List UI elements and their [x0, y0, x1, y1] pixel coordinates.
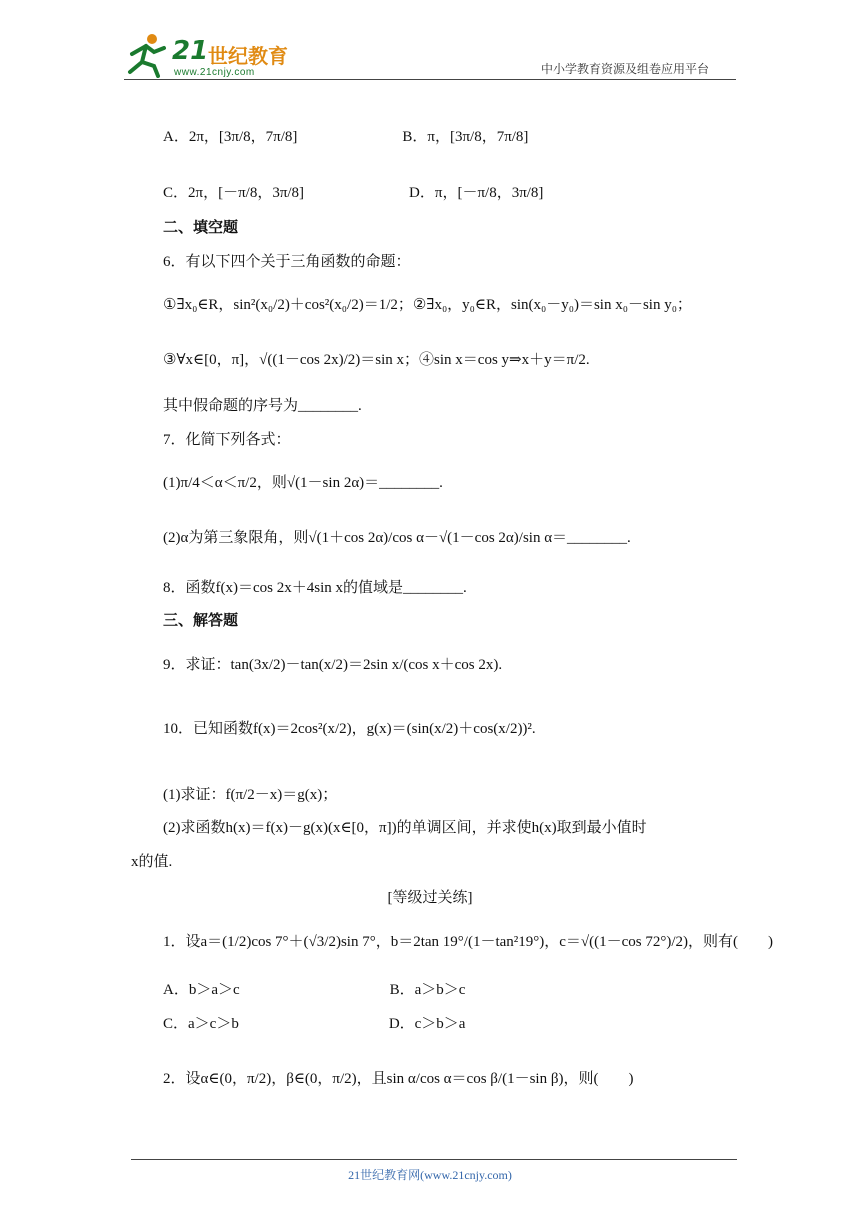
proposition-1-2: ①∃x₀∈R，sin²(x₀/2)＋cos²(x₀/2)＝1/2；②∃x₀，y₀∈R，sin(x₀－y₀)＝sin x₀－sin y₀； — [163, 297, 692, 313]
option-line-ab: A．2π，[3π/8，7π/8] B．π，[3π/8，7π/8] — [163, 129, 529, 145]
question-10-part-2: (2)求函数h(x)＝f(x)－g(x)(x∈[0，π])的单调区间，并求使h(x)取到最小值时 — [163, 820, 647, 836]
section-heading-solve: 三、解答题 — [163, 613, 239, 629]
proposition-3-4: ③∀x∈[0，π]，√((1－cos 2x)/2)＝sin x；④sin x＝cos y⇒x＋y＝π/2. — [163, 352, 590, 368]
question-6-answer: 其中假命题的序号为________. — [163, 398, 362, 414]
practice-question-2: 2．设α∈(0，π/2)，β∈(0，π/2)，且sin α/cos α＝cos β/(1－sin β)，则( ) — [163, 1071, 634, 1087]
runner-logo-icon — [124, 32, 168, 78]
section-level-practice: [等级过关练] — [387, 890, 473, 906]
question-7: 7．化简下列各式： — [163, 432, 291, 448]
option-line-cd: C．2π，[－π/8，3π/8] D．π，[－π/8，3π/8] — [163, 185, 544, 201]
logo-text: 世纪教育 — [208, 44, 288, 68]
footer-text: 21世纪教育网(www.21cnjy.com) — [348, 1168, 512, 1182]
logo-number: 21 — [172, 36, 209, 66]
practice-question-1: 1．设a＝(1/2)cos 7°＋(√3/2)sin 7°，b＝2tan 19°/(1－tan²19°)，c＝√((1－cos 72°)/2)，则有( ) — [163, 934, 774, 950]
question-7-part-1: (1)π/4＜α＜π/2，则√(1－sin 2α)＝________. — [163, 475, 443, 491]
footer-divider — [131, 1159, 737, 1160]
logo-url: www.21cnjy.com — [174, 67, 255, 78]
practice-options-ab: A．b＞a＞c B．a＞b＞c — [163, 982, 466, 998]
header-platform-text: 中小学教育资源及组卷应用平台 — [541, 62, 710, 76]
question-10-part-1: (1)求证：f(π/2－x)＝g(x)； — [163, 787, 338, 803]
section-heading-fill-blank: 二、填空题 — [163, 220, 239, 236]
question-10: 10．已知函数f(x)＝2cos²(x/2)，g(x)＝(sin(x/2)＋cos(x/2))². — [163, 721, 536, 737]
question-8: 8．函数f(x)＝cos 2x＋4sin x的值域是________. — [163, 580, 467, 596]
header-divider — [124, 79, 736, 80]
practice-options-cd: C．a＞c＞b D．c＞b＞a — [163, 1016, 466, 1032]
question-7-part-2: (2)α为第三象限角，则√(1＋cos 2α)/cos α－√(1－cos 2α)/sin α＝________. — [163, 530, 631, 546]
question-10-part-2-cont: x的值. — [131, 854, 173, 870]
question-9: 9．求证：tan(3x/2)－tan(x/2)＝2sin x/(cos x＋cos 2x). — [163, 657, 503, 673]
question-6: 6．有以下四个关于三角函数的命题： — [163, 254, 411, 270]
logo — [124, 32, 294, 80]
